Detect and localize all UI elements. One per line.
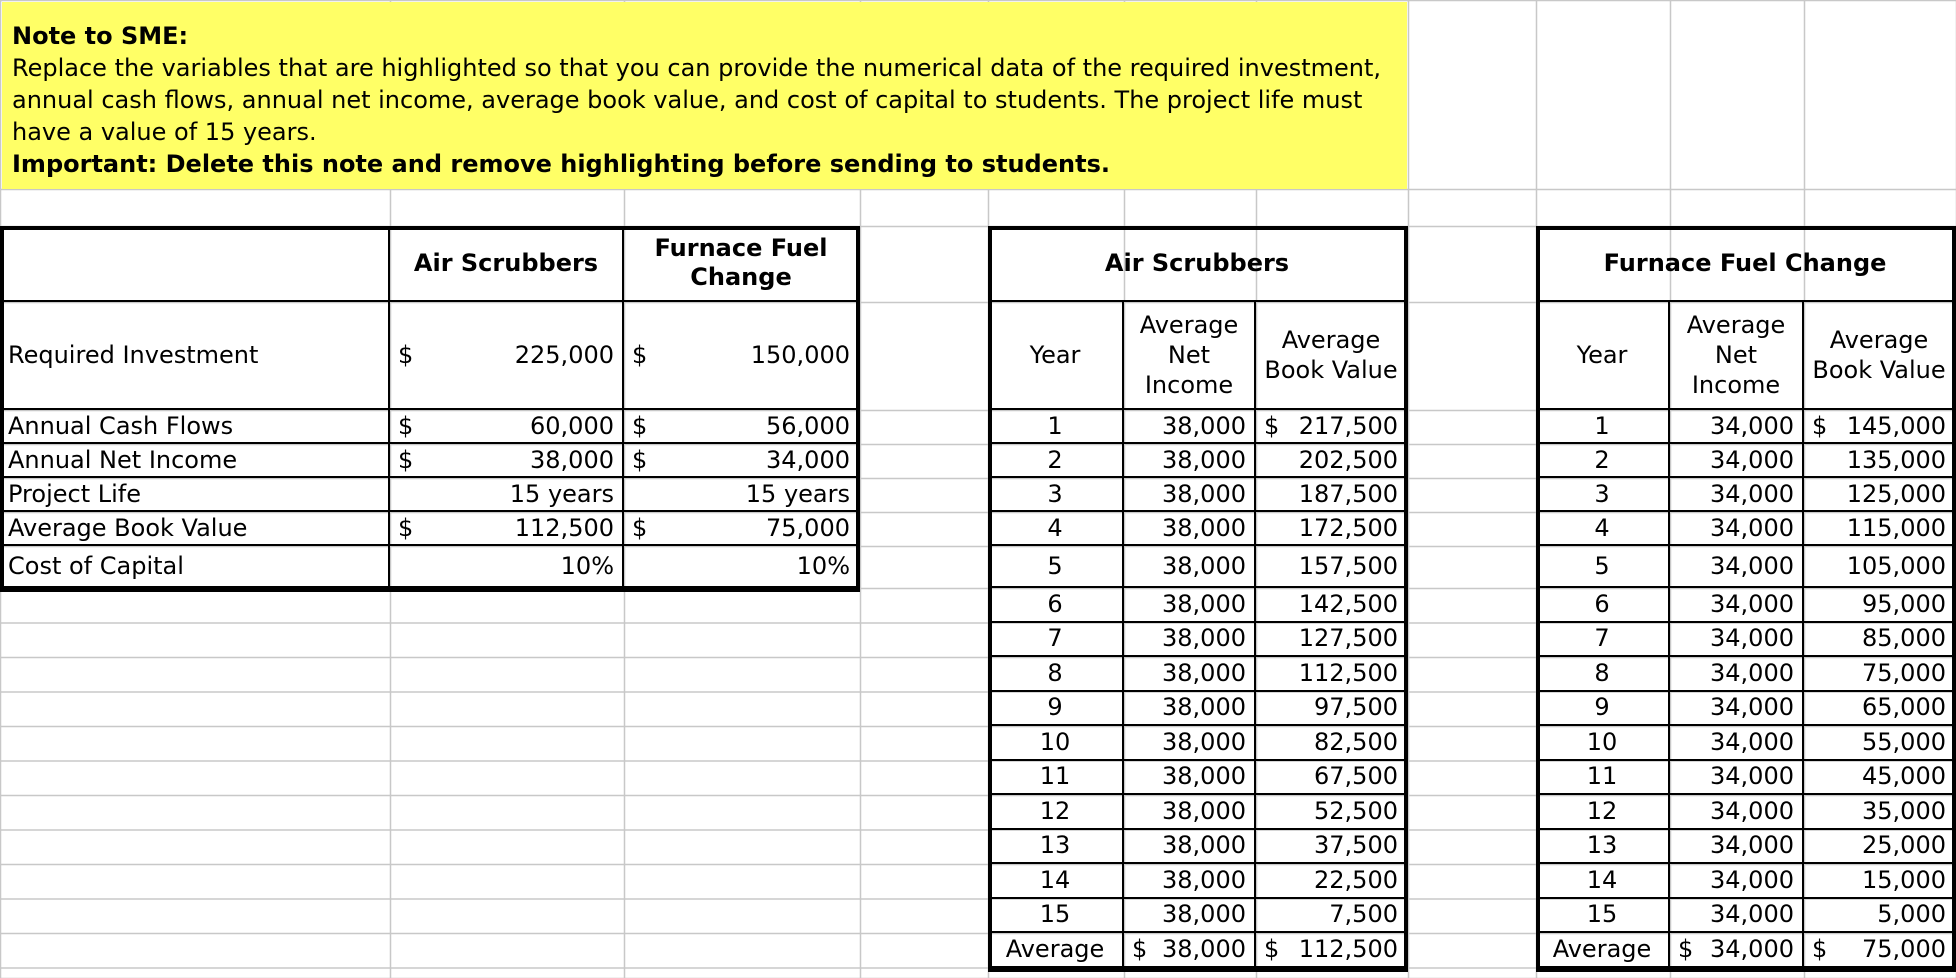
furnace-year	[1536, 899, 1670, 934]
air-scrubbers-year	[988, 588, 1124, 623]
cell-text: 225,000	[514, 340, 614, 369]
cell-text: Furnace Fuel Change	[654, 234, 828, 291]
cell-text: 34,000	[1710, 589, 1794, 618]
air-scrubbers-book	[1256, 444, 1408, 478]
currency-symbol: $	[398, 411, 414, 440]
cell-text: Required Investment	[8, 340, 259, 369]
furnace-book	[1804, 795, 1956, 830]
cell-text: Project Life	[8, 479, 141, 508]
summary-row-label	[0, 512, 390, 546]
note-important: Important: Delete this note and remove highlighting before sending to students.	[12, 150, 1110, 178]
air-scrubbers-income	[1124, 512, 1256, 546]
cell-text: 112,500	[514, 513, 614, 542]
air-scrubbers-income	[1124, 692, 1256, 727]
air-scrubbers-year	[988, 726, 1124, 761]
cell-text: 13	[1039, 831, 1071, 860]
currency-symbol: $	[1132, 934, 1148, 963]
furnace-income	[1670, 692, 1804, 727]
air-scrubbers-avg-label	[988, 933, 1124, 968]
cell-text: 38,000	[1162, 513, 1246, 542]
cell-text: 7	[1594, 624, 1610, 653]
cell-text: 97,500	[1314, 693, 1398, 722]
cell-text: 3	[1047, 479, 1063, 508]
cell-text: 34,000	[1710, 693, 1794, 722]
summary-air-value	[390, 302, 624, 410]
cell-text: 38,000	[1162, 727, 1246, 756]
cell-text: 7	[1047, 624, 1063, 653]
cell-text: 6	[1594, 589, 1610, 618]
cell-text: 38,000	[1162, 658, 1246, 687]
cell-text: Average Book Value	[1264, 326, 1398, 384]
cell-text: Average	[1552, 934, 1652, 963]
air-scrubbers-income	[1124, 588, 1256, 623]
cell-text: 15,000	[1862, 865, 1946, 894]
cell-text: 38,000	[1162, 589, 1246, 618]
cell-text: 10	[1039, 727, 1071, 756]
cell-text: 38,000	[1162, 624, 1246, 653]
furnace-book	[1804, 899, 1956, 934]
cell-text: 1	[1047, 411, 1063, 440]
note-body: Replace the variables that are highlighted so that you can provide the numerical data of the required investment, annual cash flows, annual net income, average book value, and cost of capital to students. The project life must have a value of 15 years.	[12, 54, 1382, 146]
sme-note	[2, 2, 1407, 189]
cell-text: Annual Net Income	[8, 445, 238, 474]
furnace-income	[1670, 899, 1804, 934]
cell-text: 34,000	[1710, 445, 1794, 474]
air-scrubbers-book	[1256, 512, 1408, 546]
furnace-income	[1670, 830, 1804, 865]
note-title: Note to SME:	[12, 22, 189, 50]
cell-text: 82,500	[1314, 727, 1398, 756]
cell-text: 95,000	[1862, 589, 1946, 618]
cell-text: 9	[1047, 693, 1063, 722]
cell-text: 34,000	[1710, 796, 1794, 825]
summary-air-value	[390, 478, 624, 512]
cell-text: 5	[1047, 551, 1063, 580]
cell-text: Year	[1029, 340, 1081, 369]
cell-text: 202,500	[1298, 445, 1398, 474]
furnace-book	[1804, 478, 1956, 512]
cell-text: 5	[1594, 551, 1610, 580]
air-scrubbers-year	[988, 444, 1124, 478]
currency-symbol: $	[1264, 934, 1280, 963]
furnace-year	[1536, 623, 1670, 658]
cell-text: Annual Cash Flows	[8, 411, 234, 440]
air-scrubbers-book	[1256, 657, 1408, 692]
cell-text: Average Net Income	[1686, 311, 1786, 399]
air-scrubbers-col-year	[988, 302, 1124, 410]
furnace-col-income	[1670, 302, 1804, 410]
cell-text: Cost of Capital	[8, 551, 184, 580]
cell-text: 4	[1047, 513, 1063, 542]
cell-text: 15	[1039, 900, 1071, 929]
furnace-title	[1536, 226, 1956, 302]
furnace-book	[1804, 512, 1956, 546]
summary-air-value	[390, 444, 624, 478]
air-scrubbers-book	[1256, 795, 1408, 830]
furnace-book	[1804, 692, 1956, 727]
cell-text: Air Scrubbers	[413, 248, 599, 277]
cell-text: 3	[1594, 479, 1610, 508]
air-scrubbers-book	[1256, 830, 1408, 865]
cell-text: 34,000	[1710, 658, 1794, 687]
cell-text: 12	[1586, 796, 1618, 825]
furnace-book	[1804, 444, 1956, 478]
furnace-year	[1536, 657, 1670, 692]
cell-text: 38,000	[1162, 693, 1246, 722]
furnace-book	[1804, 588, 1956, 623]
furnace-year	[1536, 410, 1670, 444]
cell-text: 9	[1594, 693, 1610, 722]
air-scrubbers-year	[988, 512, 1124, 546]
air-scrubbers-year	[988, 692, 1124, 727]
furnace-avg-income	[1670, 933, 1804, 968]
cell-text: 38,000	[1162, 865, 1246, 894]
cell-text: 38,000	[1162, 900, 1246, 929]
cell-text: 12	[1039, 796, 1071, 825]
air-scrubbers-book	[1256, 761, 1408, 796]
furnace-income	[1670, 444, 1804, 478]
air-scrubbers-income	[1124, 726, 1256, 761]
furnace-year	[1536, 830, 1670, 865]
summary-row-label	[0, 444, 390, 478]
furnace-income	[1670, 410, 1804, 444]
furnace-book	[1804, 726, 1956, 761]
furnace-year	[1536, 761, 1670, 796]
cell-text: Year	[1576, 340, 1628, 369]
summary-furnace-value	[624, 478, 860, 512]
summary-furnace-value	[624, 546, 860, 588]
air-scrubbers-book	[1256, 864, 1408, 899]
cell-text: 8	[1047, 658, 1063, 687]
summary-furnace-value	[624, 410, 860, 444]
cell-text: 38,000	[1162, 479, 1246, 508]
cell-text: 38,000	[1162, 831, 1246, 860]
summary-row-label	[0, 546, 390, 588]
furnace-income	[1670, 726, 1804, 761]
cell-text: 55,000	[1862, 727, 1946, 756]
cell-text: 34,000	[1710, 727, 1794, 756]
furnace-year	[1536, 546, 1670, 588]
furnace-income	[1670, 864, 1804, 899]
cell-text: 34,000	[1710, 551, 1794, 580]
furnace-income	[1670, 478, 1804, 512]
cell-text: Average Book Value	[1812, 326, 1946, 384]
cell-text: 75,000	[1862, 658, 1946, 687]
summary-row-label	[0, 478, 390, 512]
furnace-year	[1536, 588, 1670, 623]
cell-text: 34,000	[1710, 513, 1794, 542]
summary-furnace-value	[624, 512, 860, 546]
air-scrubbers-income	[1124, 478, 1256, 512]
cell-text: Average	[1005, 934, 1105, 963]
cell-text: 34,000	[1710, 762, 1794, 791]
currency-symbol: $	[1812, 411, 1828, 440]
cell-text: 11	[1586, 762, 1618, 791]
summary-air-value	[390, 512, 624, 546]
cell-text: 35,000	[1862, 796, 1946, 825]
currency-symbol: $	[632, 513, 648, 542]
cell-text: 38,000	[1162, 762, 1246, 791]
furnace-year	[1536, 692, 1670, 727]
air-scrubbers-year	[988, 795, 1124, 830]
air-scrubbers-book	[1256, 478, 1408, 512]
cell-text: 15 years	[509, 479, 614, 508]
currency-symbol: $	[632, 411, 648, 440]
cell-text: 11	[1039, 762, 1071, 791]
cell-text: 1	[1594, 411, 1610, 440]
air-scrubbers-income	[1124, 623, 1256, 658]
cell-text: 172,500	[1298, 513, 1398, 542]
summary-furnace-value	[624, 302, 860, 410]
air-scrubbers-book	[1256, 546, 1408, 588]
cell-text: Furnace Fuel Change	[1603, 248, 1887, 277]
air-scrubbers-year	[988, 546, 1124, 588]
cell-text: 8	[1594, 658, 1610, 687]
air-scrubbers-col-book	[1256, 302, 1408, 410]
furnace-col-year	[1536, 302, 1670, 410]
air-scrubbers-income	[1124, 830, 1256, 865]
cell-text: 34,000	[1710, 900, 1794, 929]
cell-text: 38,000	[1162, 551, 1246, 580]
furnace-income	[1670, 512, 1804, 546]
air-scrubbers-book	[1256, 623, 1408, 658]
summary-air-value	[390, 546, 624, 588]
currency-symbol: $	[632, 340, 648, 369]
furnace-income	[1670, 588, 1804, 623]
air-scrubbers-year	[988, 864, 1124, 899]
cell-text: 6	[1047, 589, 1063, 618]
cell-text: 4	[1594, 513, 1610, 542]
cell-text: 2	[1047, 445, 1063, 474]
cell-text: 14	[1039, 865, 1071, 894]
cell-text: 10%	[796, 551, 850, 580]
air-scrubbers-income	[1124, 864, 1256, 899]
furnace-avg-book	[1804, 933, 1956, 968]
air-scrubbers-income	[1124, 761, 1256, 796]
air-scrubbers-col-income	[1124, 302, 1256, 410]
furnace-income	[1670, 623, 1804, 658]
cell-text: 10%	[560, 551, 614, 580]
air-scrubbers-title	[988, 226, 1408, 302]
summary-air-value	[390, 410, 624, 444]
air-scrubbers-year	[988, 657, 1124, 692]
cell-text: 145,000	[1846, 411, 1946, 440]
cell-text: 34,000	[1710, 479, 1794, 508]
cell-text: Average Book Value	[8, 513, 248, 542]
cell-text: 38,000	[1162, 445, 1246, 474]
cell-text: 34,000	[1710, 411, 1794, 440]
cell-text: 75,000	[1862, 934, 1946, 963]
furnace-income	[1670, 657, 1804, 692]
furnace-income	[1670, 795, 1804, 830]
cell-text: 85,000	[1862, 624, 1946, 653]
cell-text: 157,500	[1298, 551, 1398, 580]
air-scrubbers-book	[1256, 410, 1408, 444]
currency-symbol: $	[632, 445, 648, 474]
cell-text: 10	[1586, 727, 1618, 756]
currency-symbol: $	[398, 513, 414, 542]
furnace-year	[1536, 444, 1670, 478]
air-scrubbers-year	[988, 410, 1124, 444]
cell-text: 34,000	[1710, 865, 1794, 894]
air-scrubbers-year	[988, 761, 1124, 796]
cell-text: 34,000	[1710, 934, 1794, 963]
cell-text: 56,000	[766, 411, 850, 440]
cell-text: 34,000	[766, 445, 850, 474]
currency-symbol: $	[1812, 934, 1828, 963]
cell-text: 142,500	[1298, 589, 1398, 618]
cell-text: 5,000	[1877, 900, 1946, 929]
air-scrubbers-avg-book	[1256, 933, 1408, 968]
air-scrubbers-income	[1124, 899, 1256, 934]
cell-text: 7,500	[1329, 900, 1398, 929]
cell-text: 38,000	[1162, 796, 1246, 825]
cell-text: 127,500	[1298, 624, 1398, 653]
cell-text: 34,000	[1710, 624, 1794, 653]
furnace-book	[1804, 657, 1956, 692]
currency-symbol: $	[398, 340, 414, 369]
cell-text: 38,000	[530, 445, 614, 474]
air-scrubbers-income	[1124, 795, 1256, 830]
furnace-book	[1804, 761, 1956, 796]
summary-row-label	[0, 302, 390, 410]
cell-text: 105,000	[1846, 551, 1946, 580]
furnace-year	[1536, 864, 1670, 899]
cell-text: 125,000	[1846, 479, 1946, 508]
furnace-income	[1670, 761, 1804, 796]
cell-text: 150,000	[750, 340, 850, 369]
air-scrubbers-book	[1256, 726, 1408, 761]
air-scrubbers-book	[1256, 588, 1408, 623]
cell-text: Air Scrubbers	[1104, 248, 1290, 277]
cell-text: 25,000	[1862, 831, 1946, 860]
cell-text: 15	[1586, 900, 1618, 929]
furnace-book	[1804, 864, 1956, 899]
cell-text: 45,000	[1862, 762, 1946, 791]
cell-text: 38,000	[1162, 934, 1246, 963]
furnace-book	[1804, 830, 1956, 865]
summary-header-air-scrubbers	[390, 226, 624, 302]
cell-text: 187,500	[1298, 479, 1398, 508]
air-scrubbers-book	[1256, 899, 1408, 934]
cell-text: 115,000	[1846, 513, 1946, 542]
cell-text: 217,500	[1298, 411, 1398, 440]
air-scrubbers-income	[1124, 657, 1256, 692]
cell-text: 65,000	[1862, 693, 1946, 722]
cell-text: 112,500	[1298, 934, 1398, 963]
summary-header-furnace	[624, 226, 860, 302]
furnace-book	[1804, 623, 1956, 658]
cell-text: 52,500	[1314, 796, 1398, 825]
air-scrubbers-year	[988, 623, 1124, 658]
cell-text: 37,500	[1314, 831, 1398, 860]
cell-text: Average Net Income	[1139, 311, 1239, 399]
cell-text: 22,500	[1314, 865, 1398, 894]
currency-symbol: $	[1678, 934, 1694, 963]
cell-text: 38,000	[1162, 411, 1246, 440]
cell-text: 14	[1586, 865, 1618, 894]
air-scrubbers-year	[988, 478, 1124, 512]
furnace-col-book	[1804, 302, 1956, 410]
cell-text: 60,000	[530, 411, 614, 440]
furnace-income	[1670, 546, 1804, 588]
furnace-year	[1536, 478, 1670, 512]
cell-text: 13	[1586, 831, 1618, 860]
summary-header-blank	[0, 226, 390, 302]
summary-furnace-value	[624, 444, 860, 478]
cell-text: 2	[1594, 445, 1610, 474]
air-scrubbers-year	[988, 899, 1124, 934]
air-scrubbers-income	[1124, 444, 1256, 478]
cell-text: 75,000	[766, 513, 850, 542]
furnace-avg-label	[1536, 933, 1670, 968]
cell-text: 67,500	[1314, 762, 1398, 791]
furnace-year	[1536, 726, 1670, 761]
air-scrubbers-year	[988, 830, 1124, 865]
furnace-year	[1536, 512, 1670, 546]
air-scrubbers-avg-income	[1124, 933, 1256, 968]
air-scrubbers-income	[1124, 546, 1256, 588]
cell-text: 135,000	[1846, 445, 1946, 474]
furnace-book	[1804, 546, 1956, 588]
currency-symbol: $	[1264, 411, 1280, 440]
air-scrubbers-income	[1124, 410, 1256, 444]
furnace-year	[1536, 795, 1670, 830]
summary-row-label	[0, 410, 390, 444]
currency-symbol: $	[398, 445, 414, 474]
cell-text: 34,000	[1710, 831, 1794, 860]
cell-text: 15 years	[745, 479, 850, 508]
furnace-book	[1804, 410, 1956, 444]
air-scrubbers-book	[1256, 692, 1408, 727]
cell-text: 112,500	[1298, 658, 1398, 687]
